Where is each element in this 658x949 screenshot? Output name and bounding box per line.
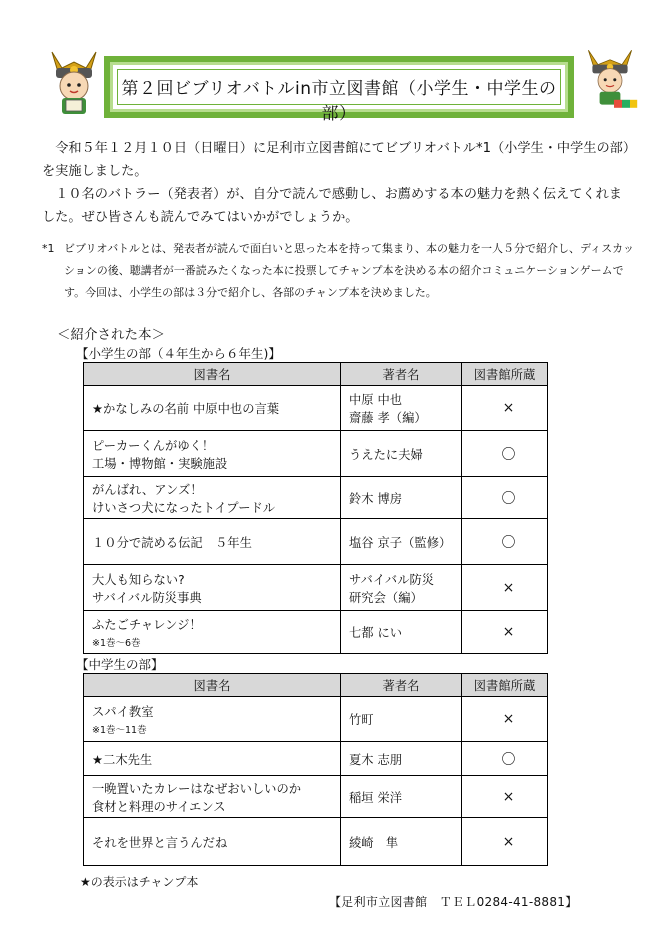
table-row	[84, 742, 548, 776]
author-name: 鈴木 博房	[349, 491, 403, 506]
column-header-author: 著者名	[341, 363, 462, 386]
intro-paragraph-2: １０名のバトラー（発表者）が、自分で読んで感動し、お薦めする本の魅力を熱く伝えてくれました。ぜひ皆さんも読んでみてはいかがでしょうか。	[42, 187, 622, 225]
book-title-cell	[84, 776, 341, 818]
book-title-line-2: けいさつ犬になったトイプードル	[92, 500, 276, 515]
book-title-cell	[84, 742, 341, 776]
author-name: 中原 中也	[349, 393, 403, 407]
table-row	[84, 776, 548, 818]
book-title-line-2: 食材と料理のサイエンス	[92, 799, 226, 814]
library-owned-mark: 〇	[462, 519, 548, 565]
library-contact: 【足利市立図書館 ＴＥＬ0284-41-8881】	[329, 895, 578, 909]
volume-note: ※1巻～6巻	[92, 638, 141, 649]
author-cell	[341, 565, 462, 611]
column-header-title: 図書名	[84, 674, 341, 697]
author-name: 竹町	[349, 713, 374, 727]
author-name: 綾崎 隼	[349, 835, 399, 850]
champ-legend: ★の表示はチャンプ本	[80, 875, 199, 889]
intro-paragraph-1: 令和５年１２月１０日（日曜日）に足利市立図書館にてビブリオバトル*1（小学生・中学生の部）を実施しました。	[42, 141, 630, 179]
book-title: １０分で読める伝記 ５年生	[92, 535, 252, 550]
table-row	[84, 611, 548, 654]
library-owned-mark: ×	[462, 776, 548, 818]
intro-text	[42, 137, 632, 229]
table-row	[84, 431, 548, 477]
book-title-cell	[84, 611, 341, 654]
library-owned-mark: ×	[462, 386, 548, 431]
book-title-cell	[84, 565, 341, 611]
junior-books-table	[83, 673, 548, 866]
book-title: ★かなしみの名前 中原中也の言葉	[92, 402, 280, 416]
author-name-line-2: 研究会（編）	[349, 590, 423, 605]
samurai-mascot-left-icon	[46, 48, 102, 118]
library-owned-mark: ×	[462, 611, 548, 654]
book-title: ★二木先生	[92, 752, 153, 767]
book-title-cell	[84, 697, 341, 742]
book-title: それを世界と言うんだね	[92, 835, 228, 850]
author-cell	[341, 431, 462, 477]
page-title: 第２回ビブリオバトルin市立図書館（小学生・中学生の部）	[121, 79, 557, 124]
library-owned-mark: 〇	[462, 742, 548, 776]
author-name: 七都 にい	[349, 626, 403, 640]
author-cell	[341, 477, 462, 519]
elementary-books-table	[83, 362, 548, 654]
book-title: ピーカーくんがゆく！	[92, 438, 215, 453]
books-heading: ＜紹介された本＞	[57, 327, 165, 343]
book-title-cell	[84, 386, 341, 431]
book-title: スパイ教室	[92, 705, 154, 719]
book-title: 一晩置いたカレーはなぜおいしいのか	[92, 781, 302, 796]
table-header-row	[84, 363, 548, 386]
footnote-mark: *1	[42, 242, 55, 255]
book-title-line-2: 工場・博物館・実験施設	[92, 456, 228, 471]
author-cell	[341, 776, 462, 818]
book-title-cell	[84, 477, 341, 519]
library-owned-mark: ×	[462, 818, 548, 866]
author-name: 塩谷 京子（監修）	[349, 535, 452, 550]
table-row	[84, 477, 548, 519]
book-title-line-2: サバイバル防災事典	[92, 590, 202, 605]
library-owned-mark: 〇	[462, 431, 548, 477]
library-owned-mark: ×	[462, 565, 548, 611]
author-cell	[341, 386, 462, 431]
table-row	[84, 818, 548, 866]
library-owned-mark: ×	[462, 697, 548, 742]
book-title-cell	[84, 519, 341, 565]
column-header-owned: 図書館所蔵	[462, 674, 548, 697]
author-cell	[341, 742, 462, 776]
column-header-title: 図書名	[84, 363, 341, 386]
elementary-heading: 【小学生の部（４年生から６年生)】	[76, 346, 281, 361]
author-name: うえたに夫婦	[349, 447, 423, 462]
title-frame	[104, 56, 574, 124]
table-row	[84, 697, 548, 742]
book-title: ふたごチャレンジ！	[92, 618, 202, 632]
author-name: 稲垣 栄洋	[349, 790, 403, 805]
column-header-author: 著者名	[341, 674, 462, 697]
author-cell	[341, 611, 462, 654]
book-title-cell	[84, 818, 341, 866]
book-title: 大人も知らない?	[92, 572, 185, 587]
book-title-cell	[84, 431, 341, 477]
table-row	[84, 565, 548, 611]
table-row	[84, 386, 548, 431]
volume-note: ※1巻～11巻	[92, 725, 147, 736]
junior-heading: 【中学生の部】	[76, 657, 164, 672]
book-title: がんばれ、アンズ！	[92, 482, 203, 497]
table-header-row	[84, 674, 548, 697]
library-owned-mark: 〇	[462, 477, 548, 519]
samurai-mascot-right-icon	[582, 44, 638, 114]
column-header-owned: 図書館所蔵	[462, 363, 548, 386]
footnote-text: ビブリオバトルとは、発表者が読んで面白いと思った本を持って集まり、本の魅力を一人５分で紹介し、ディスカッションの後、聴講者が一番読みたくなった本に投票してチャンプ本を決める本の紹介コミュニケーションゲームです。今回は、小学生の部は３分で紹介し、各部のチャンプ本を決めました。	[64, 242, 635, 299]
author-cell	[341, 818, 462, 866]
footnote	[42, 238, 636, 304]
table-row	[84, 519, 548, 565]
author-name-line-2: 齋藤 孝（編）	[349, 411, 427, 425]
author-cell	[341, 697, 462, 742]
author-name: サバイバル防災	[349, 572, 435, 587]
author-name: 夏木 志朋	[349, 752, 403, 767]
author-cell	[341, 519, 462, 565]
